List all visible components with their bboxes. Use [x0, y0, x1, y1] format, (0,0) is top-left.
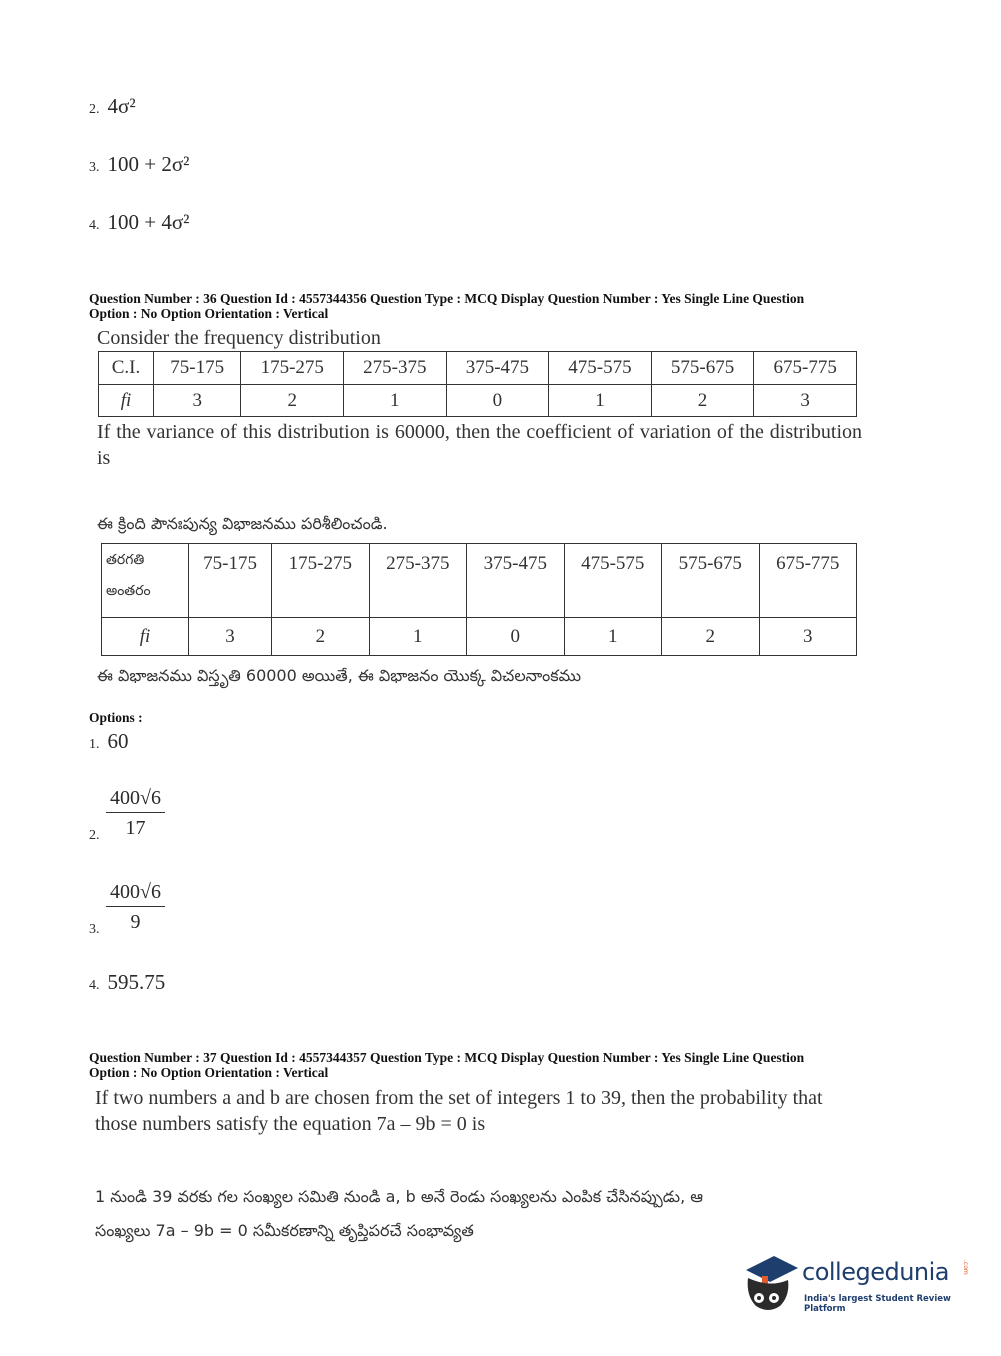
q37-question-line2: those numbers satisfy the equation 7a – 9b = 0 is [95, 1113, 486, 1135]
table-row-label: fi [99, 385, 154, 417]
table-cell: 0 [446, 385, 549, 417]
table-header-cell: 375-475 [446, 352, 549, 385]
q36-option-1 [89, 729, 129, 754]
q36-option-3-number: 3. [89, 922, 100, 937]
option-number: 3. [89, 160, 100, 175]
q36-option-3-fraction [106, 881, 165, 934]
logo-suffix: .com [962, 1260, 969, 1275]
q37-telugu [95, 1180, 875, 1248]
q37-telugu-line2: సంఖ్యలు 7a – 9b = 0 సమీకరణాన్ని తృప్తిపరచే సంభావ్యత [95, 1221, 474, 1240]
table-header-cell: 575-675 [651, 352, 754, 385]
table-header-cell: C.I. [99, 352, 154, 385]
collegedunia-logo[interactable] [740, 1252, 980, 1316]
table-header-cell: 675-775 [754, 352, 857, 385]
table-cell: 1 [369, 618, 466, 656]
table-cell: 1 [564, 618, 661, 656]
table-header-cell: 475-575 [549, 352, 652, 385]
q37-telugu-line1: 1 నుండి 39 వరకు గల సంఖ్యల సమితి నుండి a, b అనే రెండు సంఖ్యలను ఎంపిక చేసినప్పుడు, ఆ [95, 1187, 704, 1206]
table-cell: 3 [759, 618, 857, 656]
q37-question [95, 1085, 865, 1137]
table-cell: 3 [754, 385, 857, 417]
table-header-cell: 675-775 [759, 544, 857, 618]
table-header-cell: 275-375 [344, 352, 447, 385]
table-cell: 2 [272, 618, 369, 656]
fraction-denominator: 17 [125, 817, 146, 839]
table-cell: 2 [651, 385, 754, 417]
table-cell: 2 [241, 385, 344, 417]
table-header-cell: 275-375 [369, 544, 466, 618]
telugu-header-label-1: తరగతి [106, 552, 145, 568]
q37-meta-line2: Option : No Option Orientation : Vertical [89, 1065, 329, 1080]
option-value: 60 [107, 729, 129, 753]
fraction-denominator: 9 [130, 911, 141, 933]
fraction-numerator: 400√6 [106, 881, 165, 907]
telugu-header-label-2: అంతరం [106, 583, 151, 599]
option-value: 100 + 2σ² [107, 152, 190, 176]
table-header-cell: 375-475 [467, 544, 564, 618]
prev-option-4 [89, 210, 189, 235]
table-header-cell: 575-675 [662, 544, 759, 618]
logo-tagline: India's largest Student Review Platform [804, 1294, 951, 1314]
q36-telugu-frequency-table [101, 543, 857, 656]
table-cell: 0 [467, 618, 564, 656]
q36-option-2-fraction [106, 787, 165, 840]
table-cell: 3 [154, 385, 241, 417]
table-header-cell: 175-275 [241, 352, 344, 385]
q36-frequency-table [98, 351, 857, 417]
q36-telugu-question: ఈ విభాజనము విస్తృతి 60000 అయితే, ఈ విభాజనం యొక్క విచలనాంకము [97, 666, 582, 685]
option-number: 2. [89, 102, 100, 117]
option-value: 100 + 4σ² [107, 210, 190, 234]
options-label: Options : [89, 710, 143, 725]
q36-telugu-intro: ఈ క్రింది పౌనఃపున్య విభాజనము పరిశీలించండి. [97, 514, 388, 533]
table-cell: 2 [662, 618, 759, 656]
q36-meta-line1: Question Number : 36 Question Id : 4557344356 Question Type : MCQ Display Question Number : Yes Single Line Question [89, 291, 805, 306]
mascot-icon [740, 1252, 802, 1316]
q37-meta-line1: Question Number : 37 Question Id : 4557344357 Question Type : MCQ Display Question Number : Yes Single Line Question [89, 1050, 805, 1065]
table-header-cell: 475-575 [564, 544, 661, 618]
q37-meta [89, 1050, 909, 1080]
table-cell: 1 [549, 385, 652, 417]
option-number: 4. [89, 218, 100, 233]
option-number: 1. [89, 737, 100, 752]
q36-intro: Consider the frequency distribution [97, 327, 381, 349]
option-value: 4σ² [107, 94, 136, 118]
table-header-cell [102, 544, 189, 618]
table-header-cell: 175-275 [272, 544, 369, 618]
q36-question: If the variance of this distribution is 60000, then the coefficient of variation of the distribution is [97, 421, 862, 469]
q36-meta [89, 291, 909, 321]
option-number: 4. [89, 978, 100, 993]
logo-name: collegedunia [802, 1258, 950, 1286]
table-row-label: fi [102, 618, 189, 656]
q37-question-line1: If two numbers a and b are chosen from the set of integers 1 to 39, then the probability that [95, 1087, 823, 1109]
table-cell: 1 [344, 385, 447, 417]
prev-option-2 [89, 94, 136, 119]
q36-option-2-number: 2. [89, 828, 100, 843]
fraction-numerator: 400√6 [106, 787, 165, 813]
table-cell: 3 [189, 618, 272, 656]
prev-option-3 [89, 152, 189, 177]
option-value: 595.75 [107, 970, 166, 994]
table-header-cell: 75-175 [189, 544, 272, 618]
q36-option-4 [89, 970, 165, 995]
q36-meta-line2: Option : No Option Orientation : Vertical [89, 306, 329, 321]
table-header-cell: 75-175 [154, 352, 241, 385]
